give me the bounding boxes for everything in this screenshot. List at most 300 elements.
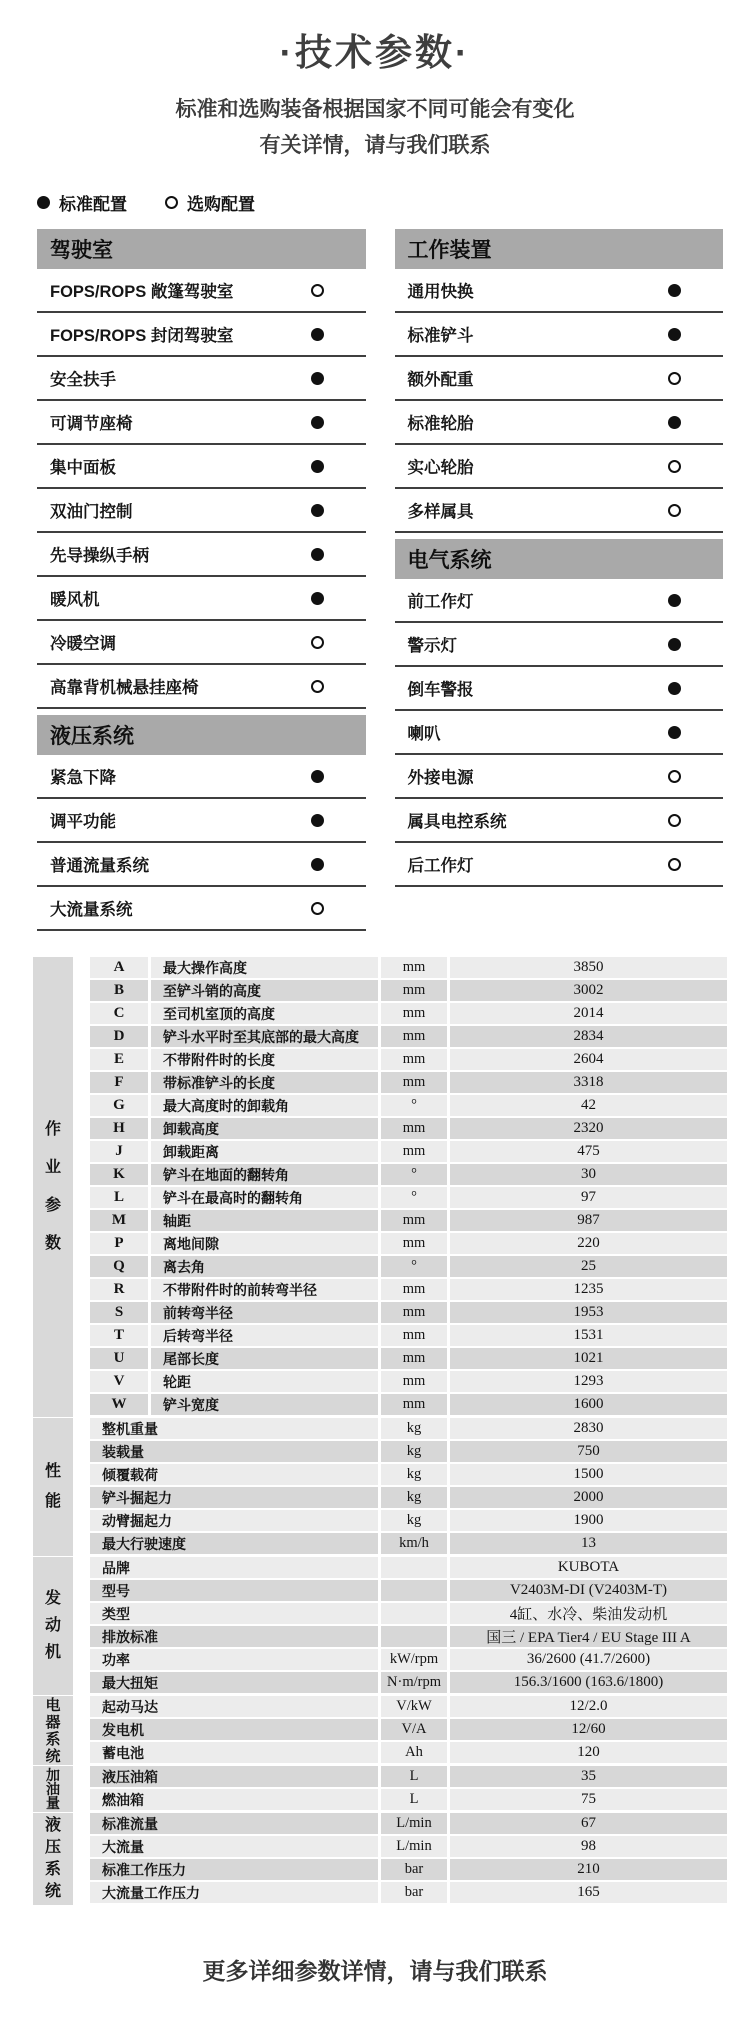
spec-group-rows <box>90 1766 727 1812</box>
spec-value-cell: 36/2600 (41.7/2600) <box>450 1649 727 1670</box>
spec-group-label <box>33 1418 73 1556</box>
spec-unit-cell: mm <box>381 1210 447 1231</box>
config-section-header: 液压系统 <box>37 715 366 755</box>
spec-row <box>90 1882 727 1903</box>
subtitle-line-1: 标准和选购装备根据国家不同可能会有变化 <box>175 98 575 121</box>
footer-note: 更多详细参数详情，请与我们联系 <box>202 1958 548 1984</box>
spec-name-cell: 前转弯半径 <box>151 1302 378 1323</box>
spec-unit-cell: mm <box>381 1394 447 1415</box>
filled-circle-icon <box>311 460 324 473</box>
spec-unit-cell: kg <box>381 1464 447 1485</box>
spec-value-cell: 1953 <box>450 1302 727 1323</box>
spec-letter-cell: M <box>90 1210 148 1231</box>
spec-row <box>90 1742 727 1763</box>
spec-letter-cell: K <box>90 1164 148 1185</box>
spec-group <box>33 1418 727 1556</box>
spec-name-cell: 轮距 <box>151 1371 378 1392</box>
spec-row <box>90 1719 727 1740</box>
spec-group-label-char: 器 <box>45 1713 61 1731</box>
spec-group-rows <box>90 1418 727 1556</box>
config-item-label: 标准铲斗 <box>407 327 474 345</box>
spec-unit-cell: kW/rpm <box>381 1649 447 1670</box>
spec-name-cell: 最大扭矩 <box>90 1672 378 1693</box>
spec-unit-cell: mm <box>381 1118 447 1139</box>
spec-row <box>90 1279 727 1300</box>
spec-letter-cell: Q <box>90 1256 148 1277</box>
spec-row <box>90 1836 727 1857</box>
spec-value-cell: 120 <box>450 1742 727 1763</box>
spec-group-label <box>33 1557 73 1695</box>
config-item-label: 先导操纵手柄 <box>50 547 149 565</box>
spec-group-label-char: 加 <box>46 1767 60 1783</box>
config-item <box>37 621 366 665</box>
spec-value-cell: 75 <box>450 1789 727 1810</box>
spec-unit-cell: kg <box>381 1510 447 1531</box>
spec-unit-cell: mm <box>381 1371 447 1392</box>
config-item-label: 双油门控制 <box>50 503 133 521</box>
spec-value-cell: 1500 <box>450 1464 727 1485</box>
config-item-label: 紧急下降 <box>50 769 116 787</box>
spec-row <box>90 1789 727 1810</box>
spec-value-cell: 30 <box>450 1164 727 1185</box>
config-item <box>395 843 724 887</box>
spec-value-cell: 12/60 <box>450 1719 727 1740</box>
spec-unit-cell: mm <box>381 957 447 978</box>
page-title: ·技术参数· <box>279 32 471 73</box>
config-item <box>395 667 724 711</box>
spec-name-cell: 不带附件时的长度 <box>151 1049 378 1070</box>
spec-value-cell: 35 <box>450 1766 727 1787</box>
spec-letter-cell: E <box>90 1049 148 1070</box>
filled-circle-icon <box>311 770 324 783</box>
spec-name-cell: 液压油箱 <box>90 1766 378 1787</box>
spec-group-label-char: 统 <box>44 1883 61 1900</box>
open-circle-icon <box>311 680 324 693</box>
config-item <box>395 313 724 357</box>
spec-value-cell: KUBOTA <box>450 1557 727 1578</box>
spec-name-cell: 后转弯半径 <box>151 1325 378 1346</box>
spec-value-cell: 国三 / EPA Tier4 / EU Stage III A <box>450 1626 727 1647</box>
spec-value-cell: 220 <box>450 1233 727 1254</box>
config-item-label: 通用快换 <box>407 283 474 301</box>
spec-unit-cell: mm <box>381 1348 447 1369</box>
filled-circle-icon <box>311 504 324 517</box>
spec-unit-cell: mm <box>381 980 447 1001</box>
spec-letter-cell: G <box>90 1095 148 1116</box>
config-item <box>37 489 366 533</box>
spec-row <box>90 1118 727 1139</box>
filled-circle-icon <box>668 284 681 297</box>
spec-name-cell: 大流量工作压力 <box>90 1882 378 1903</box>
spec-group-rows <box>90 1696 727 1765</box>
open-circle-icon <box>668 504 681 517</box>
config-item <box>395 357 724 401</box>
spec-name-cell: 型号 <box>90 1580 378 1601</box>
filled-circle-icon <box>311 814 324 827</box>
spec-row <box>90 1580 727 1601</box>
spec-name-cell: 至司机室顶的高度 <box>151 1003 378 1024</box>
spec-letter-cell: W <box>90 1394 148 1415</box>
spec-unit-cell: ° <box>381 1164 447 1185</box>
spec-name-cell: 蓄电池 <box>90 1742 378 1763</box>
spec-group-label-char: 油 <box>46 1781 60 1797</box>
spec-group-label-char: 压 <box>44 1839 61 1856</box>
filled-circle-icon <box>37 196 50 209</box>
spec-group-label-char: 液 <box>44 1817 61 1834</box>
spec-row <box>90 1049 727 1070</box>
spec-name-cell: 铲斗宽度 <box>151 1394 378 1415</box>
spec-letter-cell: B <box>90 980 148 1001</box>
spec-name-cell: 燃油箱 <box>90 1789 378 1810</box>
config-item-label: 喇叭 <box>407 725 441 743</box>
filled-circle-icon <box>311 372 324 385</box>
spec-name-cell: 动臂掘起力 <box>90 1510 378 1531</box>
legend-standard-label: 标准配置 <box>59 195 127 214</box>
spec-value-cell: 987 <box>450 1210 727 1231</box>
spec-row <box>90 1026 727 1047</box>
spec-unit-cell: V/A <box>381 1719 447 1740</box>
config-column-right <box>395 229 724 931</box>
config-item-label: 集中面板 <box>50 459 116 477</box>
spec-unit-cell: kg <box>381 1418 447 1439</box>
spec-row <box>90 957 727 978</box>
spec-letter-cell: U <box>90 1348 148 1369</box>
config-item-label: FOPS/ROPS 敞篷驾驶室 <box>50 283 234 301</box>
open-circle-icon <box>311 636 324 649</box>
spec-group-label-char: 能 <box>44 1493 61 1510</box>
spec-name-cell: 倾覆载荷 <box>90 1464 378 1485</box>
spec-name-cell: 功率 <box>90 1649 378 1670</box>
config-item-label: 高靠背机械悬挂座椅 <box>50 679 199 697</box>
spec-group-label <box>33 1813 73 1905</box>
spec-group <box>33 1696 727 1765</box>
open-circle-icon <box>668 814 681 827</box>
spec-unit-cell: ° <box>381 1095 447 1116</box>
spec-value-cell: 4缸、水冷、柴油发动机 <box>450 1603 727 1624</box>
config-item <box>395 401 724 445</box>
config-item-label: 暖风机 <box>50 591 100 609</box>
spec-row <box>90 1626 727 1647</box>
open-circle-icon <box>668 460 681 473</box>
config-item-label: 后工作灯 <box>407 857 474 875</box>
spec-value-cell: 2320 <box>450 1118 727 1139</box>
spec-unit-cell: mm <box>381 1233 447 1254</box>
configuration-columns <box>37 229 723 931</box>
config-item-label: 调平功能 <box>50 813 116 831</box>
spec-value-cell: 165 <box>450 1882 727 1903</box>
config-item-label: 普通流量系统 <box>50 857 149 875</box>
filled-circle-icon <box>311 592 324 605</box>
config-item-label: 外接电源 <box>407 769 474 787</box>
spec-group-label-char: 参 <box>44 1197 61 1214</box>
spec-row <box>90 1533 727 1554</box>
config-item <box>395 755 724 799</box>
spec-value-cell: 1600 <box>450 1394 727 1415</box>
filled-circle-icon <box>311 328 324 341</box>
spec-unit-cell: L <box>381 1766 447 1787</box>
spec-group-label <box>33 1696 73 1765</box>
config-item-label: 警示灯 <box>407 637 457 655</box>
filled-circle-icon <box>311 858 324 871</box>
spec-name-cell: 类型 <box>90 1603 378 1624</box>
spec-letter-cell: J <box>90 1141 148 1162</box>
spec-group-label-char: 性 <box>44 1463 61 1480</box>
spec-unit-cell: mm <box>381 1003 447 1024</box>
spec-row <box>90 1164 727 1185</box>
config-column-left <box>37 229 366 931</box>
spec-row <box>90 1095 727 1116</box>
config-item <box>37 887 366 931</box>
spec-name-cell: 排放标准 <box>90 1626 378 1647</box>
filled-circle-icon <box>668 638 681 651</box>
spec-value-cell: 750 <box>450 1441 727 1462</box>
spec-group-label-char: 统 <box>45 1747 61 1765</box>
config-item-label: 冷暖空调 <box>50 635 116 653</box>
spec-group-label-char: 动 <box>44 1617 61 1634</box>
spec-group-label-char: 机 <box>44 1644 61 1661</box>
spec-name-cell: 铲斗水平时至其底部的最大高度 <box>151 1026 378 1047</box>
spec-unit-cell: ° <box>381 1256 447 1277</box>
spec-value-cell: 2604 <box>450 1049 727 1070</box>
config-section-header: 工作装置 <box>395 229 724 269</box>
spec-letter-cell: H <box>90 1118 148 1139</box>
page-header <box>0 0 750 164</box>
spec-row <box>90 1256 727 1277</box>
spec-unit-cell: mm <box>381 1279 447 1300</box>
spec-value-cell: 1293 <box>450 1371 727 1392</box>
config-item <box>395 269 724 313</box>
spec-group-rows <box>90 1557 727 1695</box>
spec-table <box>33 957 727 1905</box>
config-item <box>395 445 724 489</box>
spec-name-cell: 尾部长度 <box>151 1348 378 1369</box>
spec-name-cell: 离地间隙 <box>151 1233 378 1254</box>
spec-unit-cell <box>381 1603 447 1624</box>
spec-value-cell: 67 <box>450 1813 727 1834</box>
spec-name-cell: 至铲斗销的高度 <box>151 980 378 1001</box>
spec-row <box>90 1003 727 1024</box>
spec-letter-cell: S <box>90 1302 148 1323</box>
spec-group-label-char: 量 <box>46 1795 60 1811</box>
spec-unit-cell: mm <box>381 1049 447 1070</box>
spec-unit-cell: mm <box>381 1302 447 1323</box>
spec-group <box>33 1766 727 1812</box>
spec-name-cell: 不带附件时的前转弯半径 <box>151 1279 378 1300</box>
spec-row <box>90 1187 727 1208</box>
config-item <box>395 711 724 755</box>
spec-name-cell: 轴距 <box>151 1210 378 1231</box>
spec-value-cell: 2834 <box>450 1026 727 1047</box>
config-item <box>37 269 366 313</box>
spec-unit-cell: km/h <box>381 1533 447 1554</box>
spec-unit-cell: ° <box>381 1187 447 1208</box>
spec-unit-cell: L/min <box>381 1836 447 1857</box>
config-item <box>37 357 366 401</box>
config-item <box>37 401 366 445</box>
spec-unit-cell: L/min <box>381 1813 447 1834</box>
filled-circle-icon <box>668 594 681 607</box>
spec-name-cell: 卸载距离 <box>151 1141 378 1162</box>
config-item <box>395 579 724 623</box>
config-item-label: 属具电控系统 <box>407 813 507 831</box>
spec-letter-cell: D <box>90 1026 148 1047</box>
config-item <box>37 665 366 709</box>
spec-letter-cell: R <box>90 1279 148 1300</box>
subtitle-line-2: 有关详情，请与我们联系 <box>259 134 491 157</box>
spec-value-cell: V2403M-DI (V2403M-T) <box>450 1580 727 1601</box>
spec-unit-cell: kg <box>381 1441 447 1462</box>
spec-value-cell: 3318 <box>450 1072 727 1093</box>
spec-letter-cell: T <box>90 1325 148 1346</box>
spec-unit-cell: kg <box>381 1487 447 1508</box>
spec-group-rows <box>90 1813 727 1905</box>
spec-unit-cell: N·m/rpm <box>381 1672 447 1693</box>
open-circle-icon <box>668 770 681 783</box>
spec-value-cell: 12/2.0 <box>450 1696 727 1717</box>
spec-value-cell: 13 <box>450 1533 727 1554</box>
spec-name-cell: 整机重量 <box>90 1418 378 1439</box>
config-item-label: 实心轮胎 <box>407 459 474 477</box>
spec-value-cell: 156.3/1600 (163.6/1800) <box>450 1672 727 1693</box>
config-item-label: 安全扶手 <box>50 371 116 389</box>
spec-unit-cell <box>381 1626 447 1647</box>
spec-row <box>90 1672 727 1693</box>
config-section-header: 驾驶室 <box>37 229 366 269</box>
spec-unit-cell: bar <box>381 1859 447 1880</box>
spec-value-cell: 475 <box>450 1141 727 1162</box>
config-item <box>37 799 366 843</box>
open-circle-icon <box>668 372 681 385</box>
legend-optional-label: 选购配置 <box>187 195 255 214</box>
config-item <box>395 799 724 843</box>
spec-value-cell: 1531 <box>450 1325 727 1346</box>
spec-group-rows <box>90 957 727 1417</box>
spec-unit-cell: V/kW <box>381 1696 447 1717</box>
spec-group-label-char: 数 <box>44 1235 61 1252</box>
spec-value-cell: 3850 <box>450 957 727 978</box>
filled-circle-icon <box>668 328 681 341</box>
spec-group-label-char: 业 <box>44 1159 61 1176</box>
filled-circle-icon <box>668 682 681 695</box>
config-item <box>37 313 366 357</box>
spec-unit-cell: mm <box>381 1325 447 1346</box>
spec-row <box>90 1072 727 1093</box>
spec-row <box>90 1302 727 1323</box>
spec-group-label-char: 系 <box>45 1730 61 1748</box>
spec-unit-cell: mm <box>381 1026 447 1047</box>
spec-name-cell: 带标准铲斗的长度 <box>151 1072 378 1093</box>
spec-letter-cell: V <box>90 1371 148 1392</box>
spec-unit-cell: Ah <box>381 1742 447 1763</box>
spec-letter-cell: C <box>90 1003 148 1024</box>
spec-row <box>90 1464 727 1485</box>
config-section-header: 电气系统 <box>395 539 724 579</box>
spec-row <box>90 1603 727 1624</box>
config-item-label: 标准轮胎 <box>407 415 474 433</box>
spec-unit-cell: mm <box>381 1141 447 1162</box>
spec-value-cell: 2830 <box>450 1418 727 1439</box>
spec-value-cell: 1021 <box>450 1348 727 1369</box>
config-item-label: 多样属具 <box>407 503 474 521</box>
config-item-label: 前工作灯 <box>407 593 474 611</box>
config-item-label: 额外配重 <box>407 371 474 389</box>
spec-letter-cell: P <box>90 1233 148 1254</box>
spec-letter-cell: L <box>90 1187 148 1208</box>
config-item <box>37 843 366 887</box>
spec-value-cell: 25 <box>450 1256 727 1277</box>
config-item <box>395 489 724 533</box>
spec-row <box>90 1371 727 1392</box>
config-item <box>395 623 724 667</box>
config-item-label: 大流量系统 <box>50 901 133 919</box>
spec-row <box>90 1325 727 1346</box>
config-item <box>37 577 366 621</box>
filled-circle-icon <box>311 548 324 561</box>
spec-group <box>33 1813 727 1905</box>
config-item <box>37 755 366 799</box>
spec-name-cell: 铲斗在最高时的翻转角 <box>151 1187 378 1208</box>
spec-letter-cell: F <box>90 1072 148 1093</box>
spec-group-label-char: 发 <box>44 1590 61 1607</box>
spec-row <box>90 1487 727 1508</box>
spec-row <box>90 1766 727 1787</box>
config-item <box>37 533 366 577</box>
config-item <box>37 445 366 489</box>
spec-unit-cell: mm <box>381 1072 447 1093</box>
spec-value-cell: 3002 <box>450 980 727 1001</box>
spec-value-cell: 98 <box>450 1836 727 1857</box>
spec-group-label-char: 作 <box>44 1121 61 1138</box>
spec-group <box>33 957 727 1417</box>
spec-row <box>90 1418 727 1439</box>
spec-row <box>90 980 727 1001</box>
spec-letter-cell: A <box>90 957 148 978</box>
spec-unit-cell <box>381 1557 447 1578</box>
spec-name-cell: 大流量 <box>90 1836 378 1857</box>
spec-value-cell: 210 <box>450 1859 727 1880</box>
spec-name-cell: 发电机 <box>90 1719 378 1740</box>
open-circle-icon <box>311 284 324 297</box>
spec-row <box>90 1649 727 1670</box>
spec-name-cell: 铲斗在地面的翻转角 <box>151 1164 378 1185</box>
spec-name-cell: 离去角 <box>151 1256 378 1277</box>
spec-group <box>33 1557 727 1695</box>
open-circle-icon <box>165 196 178 209</box>
spec-unit-cell: bar <box>381 1882 447 1903</box>
spec-row <box>90 1210 727 1231</box>
config-item-label: 倒车警报 <box>407 681 474 699</box>
spec-name-cell: 最大操作高度 <box>151 957 378 978</box>
spec-row <box>90 1557 727 1578</box>
spec-group-label-char: 系 <box>44 1861 61 1878</box>
legend <box>37 190 750 215</box>
spec-group-label <box>33 1766 73 1812</box>
spec-value-cell: 42 <box>450 1095 727 1116</box>
spec-name-cell: 装载量 <box>90 1441 378 1462</box>
spec-name-cell: 最大高度时的卸载角 <box>151 1095 378 1116</box>
spec-row <box>90 1441 727 1462</box>
spec-name-cell: 最大行驶速度 <box>90 1533 378 1554</box>
config-item-label: 可调节座椅 <box>50 415 133 433</box>
spec-value-cell: 2014 <box>450 1003 727 1024</box>
spec-row <box>90 1859 727 1880</box>
spec-value-cell: 2000 <box>450 1487 727 1508</box>
config-item-label: FOPS/ROPS 封闭驾驶室 <box>50 327 234 345</box>
filled-circle-icon <box>668 416 681 429</box>
spec-name-cell: 标准流量 <box>90 1813 378 1834</box>
spec-name-cell: 起动马达 <box>90 1696 378 1717</box>
spec-name-cell: 铲斗掘起力 <box>90 1487 378 1508</box>
